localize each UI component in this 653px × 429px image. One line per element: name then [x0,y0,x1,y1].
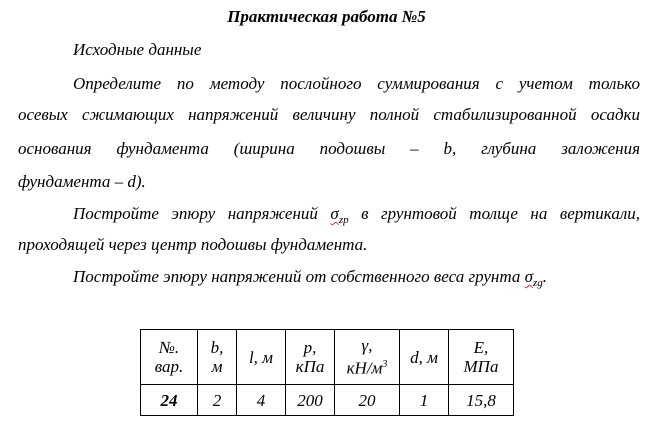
sigma-zg-symbol: $\sigma_{zg}$ [524,267,543,289]
cell-l: 4 [237,385,286,416]
task-line-7-after: . [542,267,548,286]
task-line-4: фундамента – d). [18,172,146,191]
cell-variant: 24 [141,385,198,416]
task-line-5-after: в грунтовой толще на вертикали, [348,204,640,223]
sigma-zp-subscript: zp [338,214,349,226]
cell-b: 2 [198,385,237,416]
task-line-1: Определите по методу послойного суммирования с учетом только [73,74,640,93]
header-e: E, МПа [449,330,514,385]
table-header-row [141,330,514,385]
header-gamma: γ, $кН/м^3$ [335,330,400,385]
task-line-5-before: Постройте эпюру напряжений [73,204,331,223]
task-line-6: проходящей через центр подошвы фундамента. [18,235,368,254]
task-line-7-before: Постройте эпюру напряжений от собственного веса грунта [73,267,525,286]
sigma-zp-symbol: $\sigma_{zp}$ [330,204,349,226]
task-line-3: основания фундамента (ширина подошвы – b, глубина заложения [18,139,640,158]
task-line-7 [73,266,640,288]
header-d: d, м [400,330,449,385]
sigma-zg-subscript: zg [532,277,543,289]
header-p: p, кПа [286,330,335,385]
cell-p: 200 [286,385,335,416]
cell-gamma: 20 [335,385,400,416]
task-line-2: осевых сжимающих напряжений величину полной стабилизированной осадки [18,105,640,124]
cell-e: 15,8 [449,385,514,416]
cell-d: 1 [400,385,449,416]
document-title: Практическая работа №5 [227,7,426,26]
gamma-unit-exponent: 3 [382,359,388,371]
header-variant: №. вар. [141,330,198,385]
header-l: l, м [237,330,286,385]
initial-data-table [140,329,514,416]
header-b: b, м [198,330,237,385]
task-line-5 [73,203,640,225]
initial-data-heading: Исходные данные [73,40,202,59]
table-row [141,385,514,416]
